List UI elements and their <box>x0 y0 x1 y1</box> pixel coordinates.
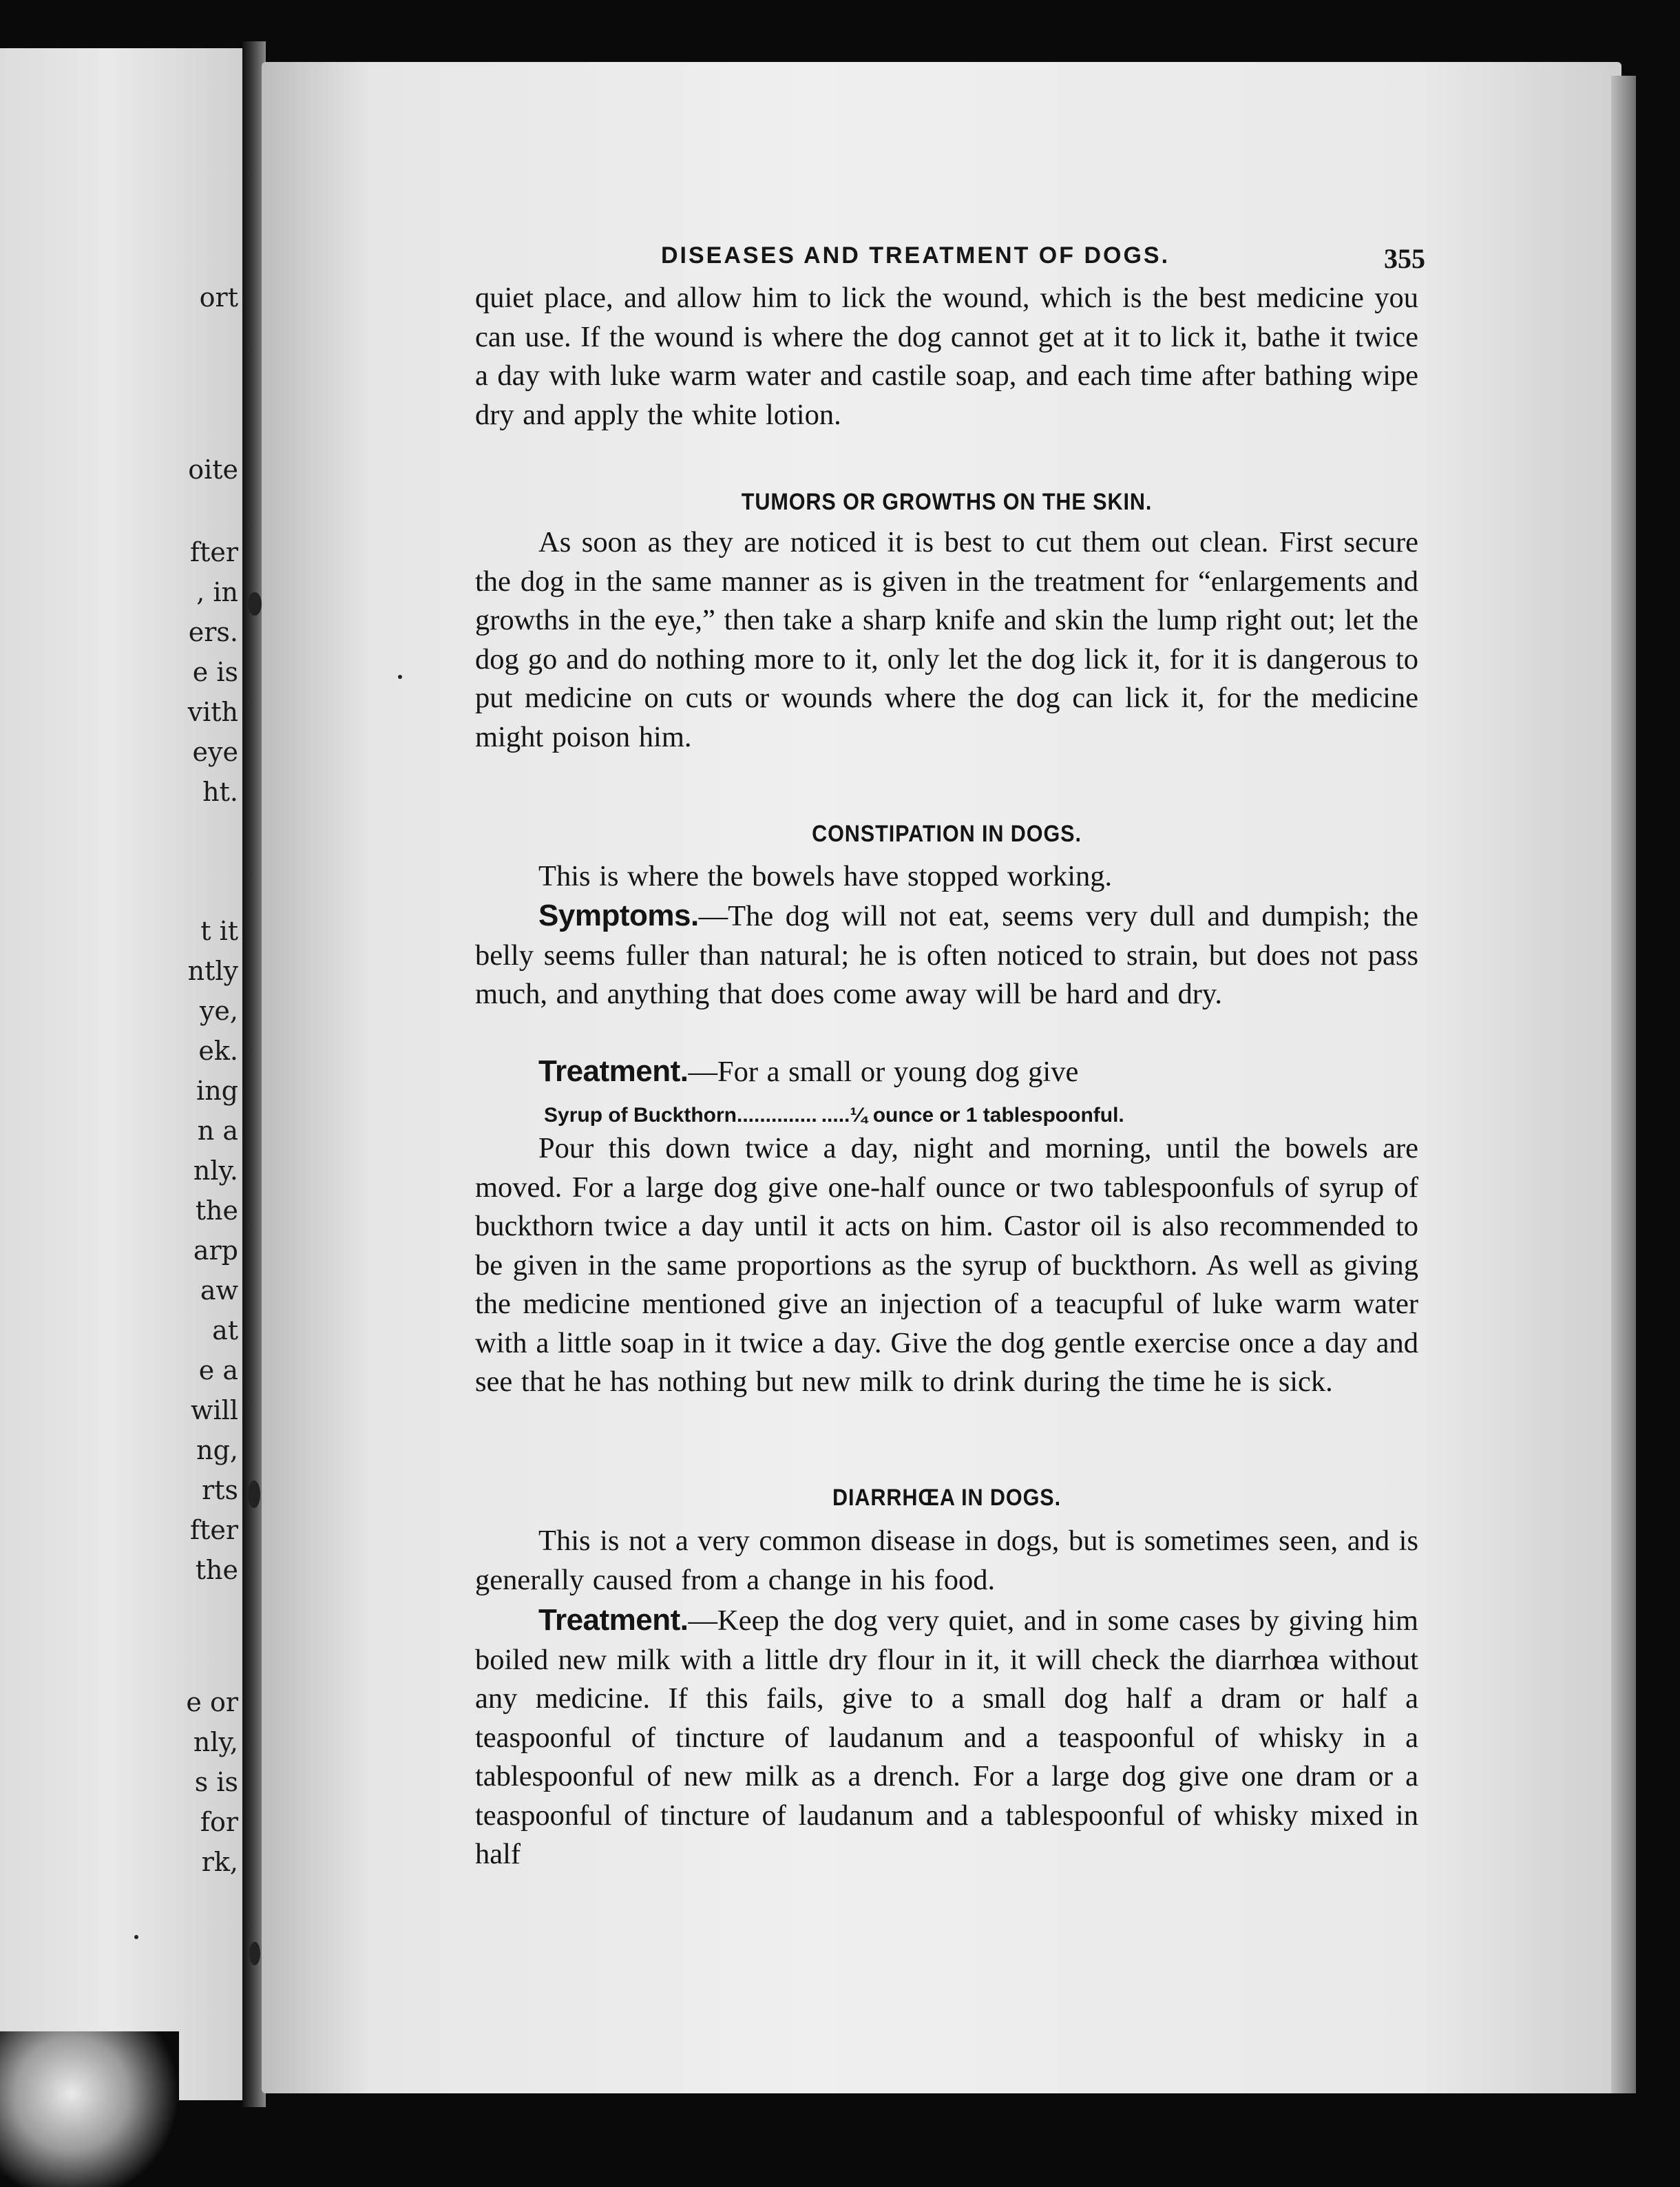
constipation-symptoms-paragraph <box>475 897 1418 1014</box>
section-heading-constipation: CONSTIPATION IN DOGS. <box>812 821 1082 847</box>
left-page-fragment: ers. <box>188 617 238 647</box>
binding-mark <box>248 1480 260 1508</box>
left-page-fragment: for <box>200 1807 238 1837</box>
treatment-label: Treatment. <box>538 1603 689 1637</box>
recipe-line: Syrup of Buckthorn.............. .....¼ ounce or 1 tablespoonful. <box>544 1104 1124 1127</box>
dust-speck <box>134 1935 138 1939</box>
left-page-fragment: t it <box>200 916 238 946</box>
binding-mark <box>248 592 262 616</box>
left-page-fragment: s is <box>194 1767 238 1797</box>
left-page-fragment: ort <box>199 282 238 313</box>
left-page-fragment: aw <box>200 1275 238 1306</box>
left-page-fragment: at <box>212 1315 238 1346</box>
left-page-fragment: eye <box>192 737 238 767</box>
treatment-label: Treatment. <box>538 1054 689 1088</box>
left-page-fragment: the <box>195 1195 238 1226</box>
left-page-fragment: will <box>191 1395 238 1425</box>
left-page-fragment: fter <box>190 537 238 567</box>
left-page-fragment: ye, <box>199 996 238 1026</box>
tumors-paragraph: As soon as they are noticed it is best to cut them out clean. First secure the dog in the same manner as is given in the treatment for “enlargements and growths in the eye,” then take a sharp knife and skin the lump right out; let the dog go and do nothing more to it, only let the dog lick it, for it is dangerous to put medicine on cuts or wounds where the dog can lick it, for the medicine might poison him. <box>475 526 1418 753</box>
section-heading-diarrhoea: DIARRHŒA IN DOGS. <box>832 1485 1062 1511</box>
running-head: DISEASES AND TREATMENT OF DOGS. <box>661 242 1170 269</box>
page-number: 355 <box>1384 243 1425 274</box>
section-heading-tumors: TUMORS OR GROWTHS ON THE SKIN. <box>741 489 1153 515</box>
treatment-text: —Keep the dog very quiet, and in some cases by giving him boiled new milk with a little dry flour in it, it will check the diarrhœa without any medicine. If this fails, give to a small dog half a dram or half a teaspoonful of tincture of laudanum and a teaspoonful of whisky in a tablespoonful of new milk as a drench. For a large dog give one dram or a teaspoonful of tincture of laudanum and a tablespoonful of whisky mixed in half <box>475 1604 1418 1870</box>
left-page-fragment: ntly <box>187 956 238 986</box>
constipation-directions: Pour this down twice a day, night and morning, until the bowels are moved. For a large dog give one-half ounce or two tablespoonfuls of syrup of buckthorn twice a day until it acts on him. Castor oil is also recommended to be given in the same proportions as the syrup of buckthorn. As well as giving the medicine mentioned give an injection of a teacupful of luke warm water with a little soap in it twice a day. Give the dog gentle exercise once a day and see that he has nothing but new milk to drink during the time he is sick. <box>475 1132 1418 1398</box>
left-page-fragment: , in <box>196 577 238 607</box>
scan-artifact <box>0 2031 179 2187</box>
constipation-treatment-paragraph <box>475 1052 1418 1092</box>
left-page-fragment: n a <box>197 1116 238 1146</box>
treatment-text: —For a small or young dog give <box>688 1056 1079 1088</box>
left-page-fragment: arp <box>193 1235 238 1266</box>
left-page-fragment: ek. <box>198 1036 238 1066</box>
page-edge-shadow <box>1611 76 1636 2093</box>
diarrhoea-treatment-paragraph <box>475 1601 1418 1874</box>
opening-paragraph: quiet place, and allow him to lick the wound, which is the best medicine you can use. If the wound is where the dog cannot get at it to lick it, bathe it twice a day with luke warm water and castile soap, and each time after bathing wipe dry and apply the white lotion. <box>475 282 1418 431</box>
symptoms-label: Symptoms. <box>538 899 699 932</box>
left-page-fragment: fter <box>190 1515 238 1545</box>
left-page-fragment: rk, <box>201 1847 238 1877</box>
left-page-fragment: oite <box>188 454 238 485</box>
left-page-fragment: rts <box>202 1475 238 1505</box>
left-page-fragment: nly. <box>193 1155 238 1186</box>
left-page-fragment: e a <box>198 1355 238 1385</box>
left-page-fragment: the <box>195 1555 238 1585</box>
left-page-fragment: e is <box>192 657 238 687</box>
symptoms-text: —The dog will not eat, seems very dull and dumpish; the belly seems fuller than natural; he is often noticed to strain, but does not pass much, and anything that does come away will be hard and dry. <box>475 900 1418 1010</box>
left-page-fragment: e or <box>186 1687 238 1717</box>
left-page-fragment: vith <box>187 697 238 727</box>
left-page-fragment: ht. <box>202 777 238 807</box>
left-page-fragment: nly, <box>193 1727 238 1757</box>
left-facing-page <box>0 48 248 2100</box>
binding-mark <box>249 1942 260 1965</box>
left-page-fragment: ing <box>196 1076 238 1106</box>
diarrhoea-intro: This is not a very common disease in dogs, but is sometimes seen, and is generally caused from a change in his food. <box>475 1525 1418 1596</box>
constipation-intro: This is where the bowels have stopped working. <box>538 860 1113 892</box>
dust-speck <box>398 675 402 679</box>
left-page-fragment: ng, <box>196 1435 238 1465</box>
